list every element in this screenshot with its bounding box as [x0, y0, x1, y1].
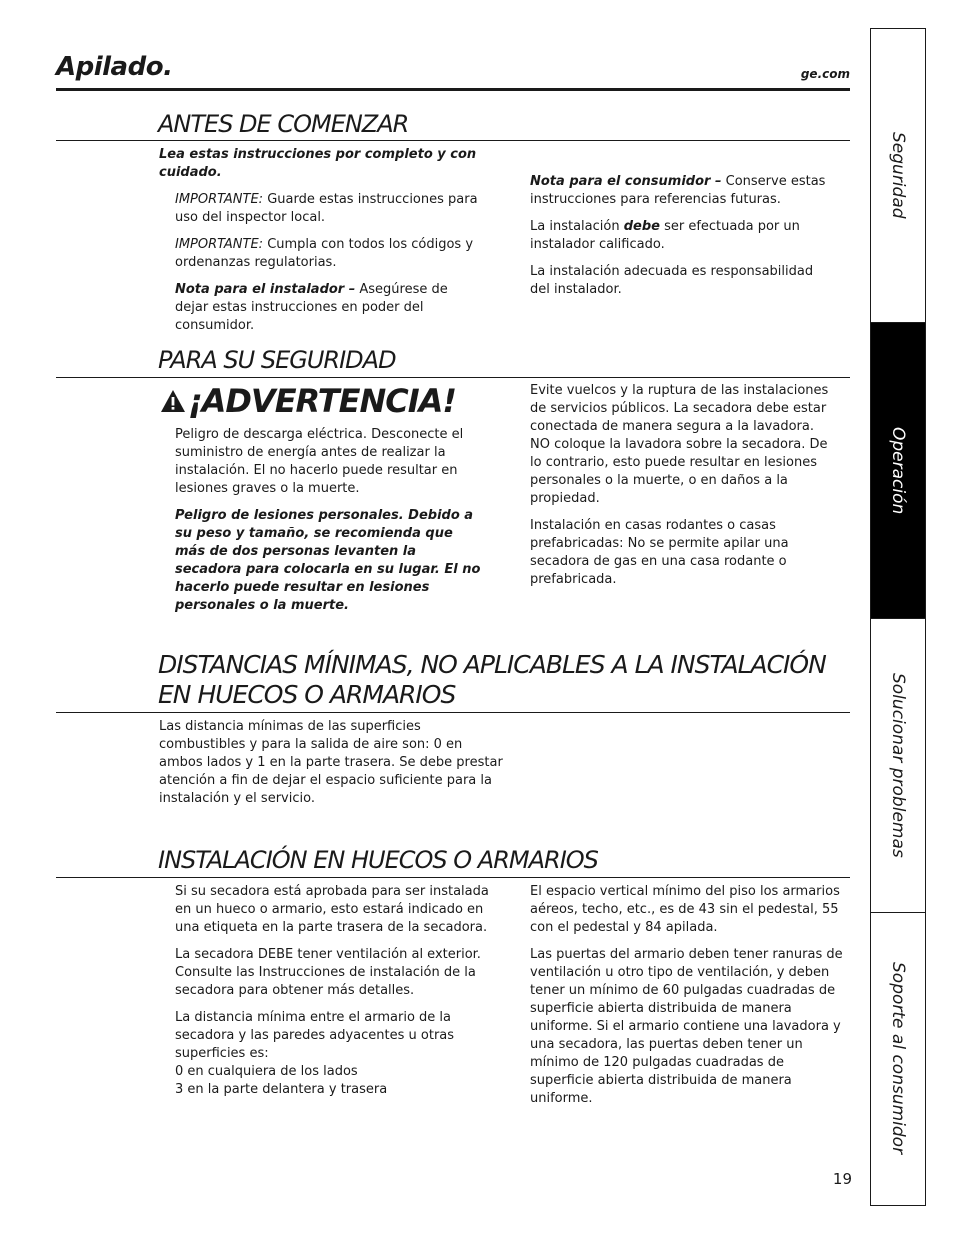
antes-right-column — [530, 173, 830, 308]
site-url[interactable]: ge.com — [800, 67, 850, 81]
section-heading-seguridad: PARA SU SEGURIDAD — [158, 346, 396, 374]
tab-soporte-consumidor[interactable]: Soporte al consumidor — [888, 962, 908, 1155]
section-rule — [56, 877, 850, 878]
section-heading-distancias: DISTANCIAS MÍNIMAS, NO APLICABLES A LA INSTALACIÓN EN HUECOS O ARMARIOS — [158, 650, 826, 709]
casas-rodantes-text: Instalación en casas rodantes o casas prefabricadas: No se permite apilar una secadora de gas en una casa rodante o prefabricada. — [530, 518, 789, 587]
huecos-p2: La secadora DEBE tener ventilación al exterior. Consulte las Instrucciones de instalación de la secadora para obtener más detalles. — [175, 947, 481, 998]
huecos-left-column — [175, 883, 495, 1099]
huecos-p4: El espacio vertical mínimo del piso los armarios aéreos, techo, etc., es de 43 sin el pedestal, 55 con el pedestal y 84 apilada. — [530, 884, 840, 935]
instalacion-debe: La instalación debe ser efectuada por un instalador calificado. — [530, 219, 800, 252]
warning-triangle-icon — [160, 389, 186, 413]
distancias-text: Las distancia mínimas de las superficies combustibles y para la salida de aire son: 0 en ambos lados y 1 en la parte trasera. Se debe prestar atención a fin de dejar el espacio suficiente para la instalación y el servicio. — [159, 719, 503, 806]
nota-instalador: Nota para el instalador – Asegúrese de dejar estas instrucciones en poder del consumidor. — [175, 282, 448, 333]
warning-title — [160, 382, 456, 420]
nota-consumidor: Nota para el consumidor – Conserve estas instrucciones para referencias futuras. — [530, 174, 826, 207]
section-rule — [56, 712, 850, 713]
huecos-p5: Las puertas del armario deben tener ranuras de ventilación u otro tipo de ventilación, y deben tener un mínimo de 60 pulgadas cuadradas de superficie abierta distribuida de manera uniforme. Si el armario contiene una lavadora y una secadora, las puertas deben tener un mínimo de 120 pulgadas cuadradas de superficie abierta distribuida de manera uniforme. — [530, 947, 843, 1106]
section-rule — [56, 377, 850, 378]
importante-2: IMPORTANTE: Cumpla con todos los códigos y ordenanzas regulatorias. — [175, 237, 474, 270]
descarga-electrica: Peligro de descarga eléctrica. Desconecte el suministro de energía antes de realizar la instalación. El no hacerlo puede resultar en lesiones graves o la muerte. — [175, 427, 464, 496]
huecos-p3: La distancia mínima entre el armario de la secadora y las paredes adyacentes u otras superficies es: 0 en cualquiera de los lados 3 en la parte delantera y trasera — [175, 1010, 455, 1097]
intro-text: Lea estas instrucciones por completo y con cuidado. — [159, 147, 477, 180]
side-tabs — [870, 28, 926, 1206]
tab-solucionar-problemas[interactable]: Solucionar problemas — [871, 619, 925, 913]
section-rule — [56, 140, 850, 141]
importante-1: IMPORTANTE: Guarde estas instrucciones para uso del inspector local. — [175, 192, 478, 225]
huecos-right-column — [530, 883, 850, 1117]
page-title: Apilado. — [56, 52, 173, 82]
section-heading-antes: ANTES DE COMENZAR — [158, 110, 409, 138]
antes-left-column — [159, 146, 479, 344]
seguridad-left-column — [175, 426, 483, 624]
tab-seguridad[interactable]: Seguridad — [871, 29, 925, 323]
seguridad-right-column — [530, 382, 835, 598]
section-heading-huecos: INSTALACIÓN EN HUECOS O ARMARIOS — [158, 846, 598, 874]
instalacion-responsabilidad: La instalación adecuada es responsabilidad del instalador. — [530, 264, 814, 297]
page-number: 19 — [832, 1170, 852, 1188]
lesiones-personales: Peligro de lesiones personales. Debido a su peso y tamaño, se recomienda que más de dos personas levanten la secadora para colocarla en su lugar. El no hacerlo puede resultar en lesiones personales o la muerte. — [175, 508, 481, 613]
header-rule — [56, 88, 850, 91]
tab-operacion[interactable]: Operación — [871, 323, 925, 619]
huecos-p1: Si su secadora está aprobada para ser instalada en un hueco o armario, esto estará indicado en una etiqueta en la parte trasera de la secadora. — [175, 884, 489, 935]
warning-text: ¡ADVERTENCIA! — [188, 382, 456, 420]
distancias-text-block — [159, 718, 504, 817]
vuelcos-text: Evite vuelcos y la ruptura de las instalaciones de servicios públicos. La secadora debe estar conectada de manera segura a la lavadora. NO coloque la lavadora sobre la secadora. De lo contrario, esto puede resultar en lesiones personales o la muerte, o en daños a la propiedad. — [530, 383, 829, 506]
